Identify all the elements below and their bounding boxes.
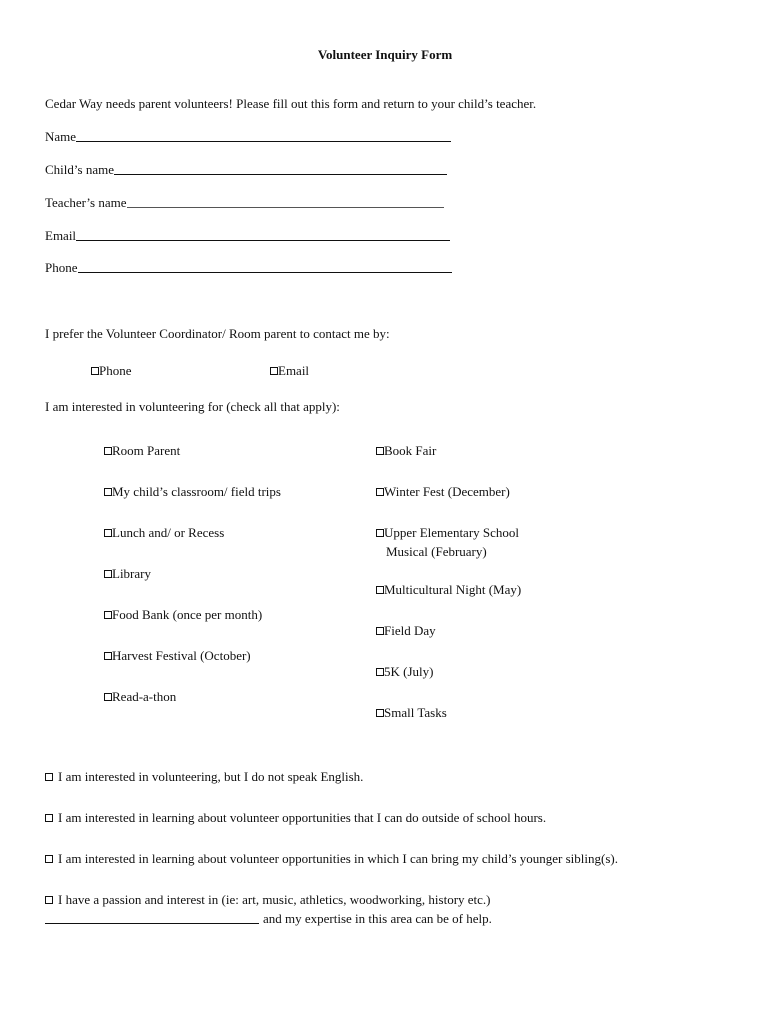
checkbox-icon[interactable] [376,488,384,496]
phone-input-line[interactable] [78,262,452,273]
child-name-label: Child’s name [45,162,114,177]
checkbox-icon[interactable] [104,693,112,701]
statement-no-english[interactable] [45,769,363,785]
checkbox-icon[interactable] [376,529,384,537]
checkbox-icon[interactable] [104,447,112,455]
checkbox-icon[interactable] [45,814,53,822]
expertise-line [45,911,492,927]
interests-prompt: I am interested in volunteering for (check all that apply): [45,399,340,414]
interest-label: Winter Fest (December) [384,484,510,499]
interest-label: Read-a-thon [112,689,177,704]
child-name-field[interactable] [45,162,447,178]
interest-classroom-field-trips[interactable] [104,484,281,500]
interest-book-fair[interactable] [376,443,436,459]
child-name-input-line[interactable] [114,164,447,175]
contact-prompt: I prefer the Volunteer Coordinator/ Room parent to contact me by: [45,326,390,341]
checkbox-icon[interactable] [376,709,384,717]
teacher-name-field[interactable] [45,195,444,211]
name-input-line[interactable] [76,131,451,142]
contact-option-email[interactable] [270,363,309,379]
interest-label: Food Bank (once per month) [112,607,263,622]
interest-label: Field Day [384,623,436,638]
email-field[interactable] [45,228,450,244]
page-title: Volunteer Inquiry Form [317,47,453,62]
interest-field-day[interactable] [376,623,436,639]
interest-label: Library [112,566,151,581]
interest-upper-elementary-musical[interactable] [376,525,519,541]
checkbox-icon[interactable] [376,447,384,455]
interest-read-a-thon[interactable] [104,689,176,705]
phone-label: Phone [45,260,78,275]
expertise-input-line[interactable] [45,911,259,924]
name-label: Name [45,129,77,144]
checkbox-icon[interactable] [104,652,112,660]
intro-text: Cedar Way needs parent volunteers! Please fill out this form and return to your child’s teacher. [45,96,537,111]
expertise-tail: and my expertise in this area can be of help. [263,911,492,926]
statement-younger-sibling[interactable] [45,851,618,867]
statement-outside-hours[interactable] [45,810,546,826]
email-label: Email [45,228,77,243]
interest-label-continuation: Musical (February) [386,544,487,559]
interest-winter-fest[interactable] [376,484,510,500]
interest-5k[interactable] [376,664,433,680]
statement-label: I am interested in volunteering, but I do not speak English. [58,769,364,784]
statement-label: I have a passion and interest in (ie: art, music, athletics, woodworking, history etc.) [58,892,491,907]
teacher-name-input-line[interactable] [127,197,444,208]
statement-label: I am interested in learning about volunteer opportunities in which I can bring my child’s younger sibling(s). [58,851,618,866]
checkbox-icon[interactable] [91,367,99,375]
interest-food-bank[interactable] [104,607,262,623]
interest-harvest-festival[interactable] [104,648,251,664]
interest-small-tasks[interactable] [376,705,447,721]
email-input-line[interactable] [76,230,450,241]
checkbox-icon[interactable] [376,586,384,594]
checkbox-icon[interactable] [45,773,53,781]
contact-option-phone[interactable] [91,363,132,379]
interest-label: Lunch and/ or Recess [112,525,225,540]
interest-lunch-recess[interactable] [104,525,224,541]
interest-room-parent[interactable] [104,443,180,459]
interest-label: Harvest Festival (October) [112,648,251,663]
name-field[interactable] [45,129,451,145]
interest-library[interactable] [104,566,151,582]
statement-passion[interactable] [45,892,491,908]
checkbox-icon[interactable] [270,367,278,375]
interest-label: Small Tasks [384,705,447,720]
interest-label: My child’s classroom/ field trips [112,484,281,499]
checkbox-icon[interactable] [104,488,112,496]
interest-label: Book Fair [384,443,437,458]
interest-label: 5K (July) [384,664,434,679]
checkbox-icon[interactable] [376,627,384,635]
statement-label: I am interested in learning about volunteer opportunities that I can do outside of school hours. [58,810,547,825]
interest-label: Upper Elementary School [384,525,520,540]
interest-label: Room Parent [112,443,181,458]
checkbox-icon[interactable] [104,611,112,619]
teacher-name-label: Teacher’s name [45,195,127,210]
phone-field[interactable] [45,260,452,276]
checkbox-icon[interactable] [45,855,53,863]
contact-option-label: Phone [99,363,132,378]
contact-option-label: Email [278,363,310,378]
checkbox-icon[interactable] [376,668,384,676]
checkbox-icon[interactable] [104,570,112,578]
checkbox-icon[interactable] [45,896,53,904]
checkbox-icon[interactable] [104,529,112,537]
interest-label: Multicultural Night (May) [384,582,522,597]
interest-multicultural-night[interactable] [376,582,521,598]
